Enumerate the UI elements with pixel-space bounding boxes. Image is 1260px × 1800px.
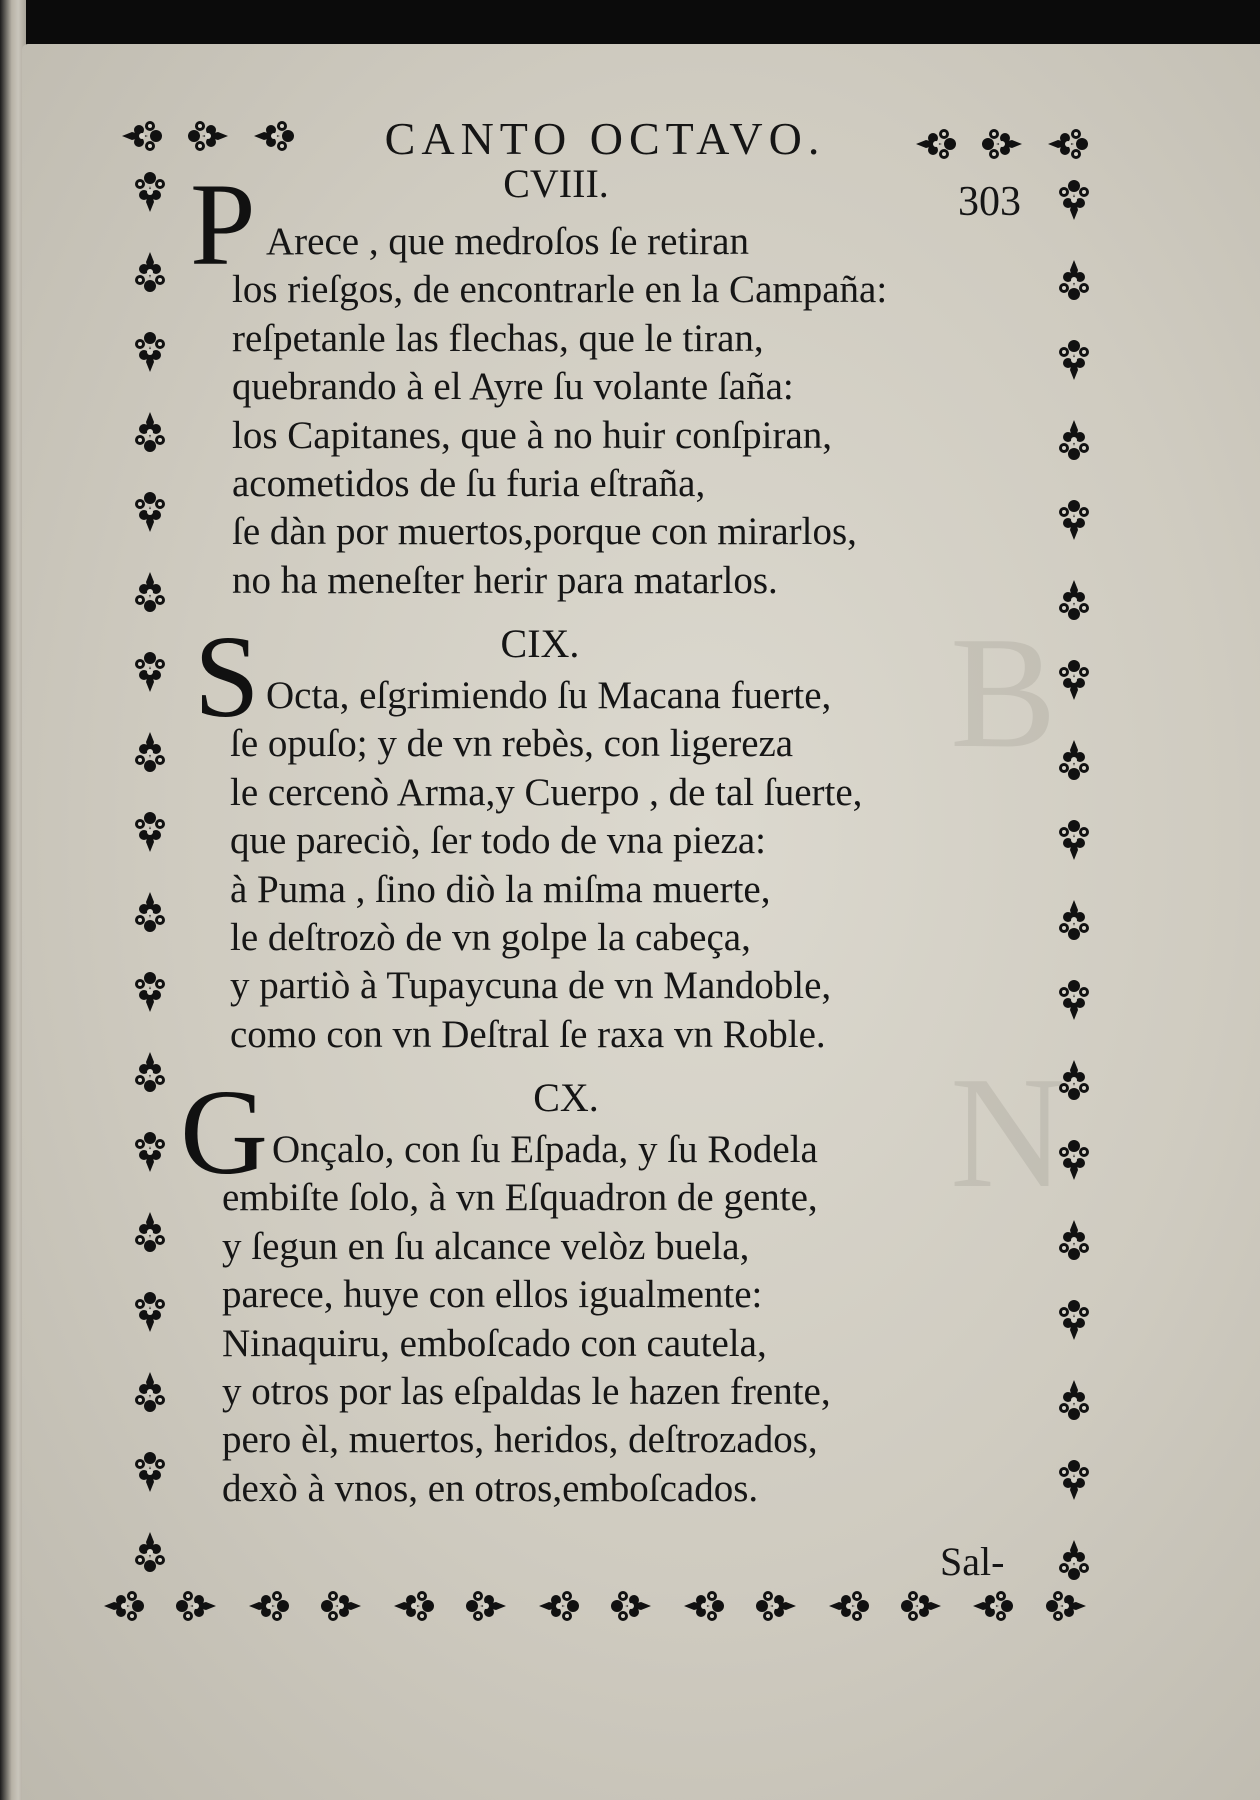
fleuron-icon	[912, 120, 960, 168]
fleuron-icon	[100, 1582, 148, 1630]
stanza-number: CX.	[533, 1075, 599, 1120]
fleuron-icon	[1050, 496, 1098, 544]
catchword: Sal-	[940, 1539, 1005, 1584]
fleuron-icon	[126, 1448, 174, 1496]
fleuron-icon	[126, 648, 174, 696]
fleuron-icon	[1050, 816, 1098, 864]
fleuron-icon	[126, 328, 174, 376]
verse-line: dexò à vnos, en otros,emboſcados.	[222, 1466, 759, 1510]
verse-line: ſe dàn por muertos,porque con mirarlos,	[232, 510, 857, 554]
fleuron-icon	[1050, 1376, 1098, 1424]
verse-line: embiſte ſolo, à vn Eſquadron de gente,	[222, 1176, 818, 1220]
fleuron-icon	[1050, 976, 1098, 1024]
fleuron-icon	[184, 112, 232, 160]
top-border-right	[912, 120, 1092, 168]
fleuron-icon	[126, 1208, 174, 1256]
verse-line: Octa, eſgrimiendo ſu Macana fuerte,	[266, 674, 832, 717]
fleuron-icon	[118, 112, 166, 160]
stanza-verses	[222, 1126, 831, 1513]
fleuron-icon	[607, 1582, 655, 1630]
verse-line: como con vn Deſtral ſe raxa vn Roble.	[230, 1012, 826, 1056]
fleuron-icon	[126, 968, 174, 1016]
fleuron-icon	[126, 568, 174, 616]
fleuron-icon	[172, 1582, 220, 1630]
fleuron-icon	[462, 1582, 510, 1630]
fleuron-icon	[1050, 416, 1098, 464]
show-through-b: B	[950, 603, 1057, 781]
verse-line: Arece , que medroſos ſe retiran	[266, 220, 749, 263]
fleuron-icon	[752, 1582, 800, 1630]
stanza-verses	[232, 218, 887, 605]
drop-cap: S	[194, 611, 260, 742]
verse-line: ſe opuſo; y de vn rebès, con ligereza	[230, 722, 794, 766]
stanza-verses	[230, 672, 862, 1059]
fleuron-icon	[126, 488, 174, 536]
fleuron-icon	[1050, 336, 1098, 384]
verse-line: le cercenò Arma,y Cuerpo , de tal ſuerte,	[230, 770, 863, 814]
left-border	[126, 168, 174, 1576]
fleuron-icon	[1050, 736, 1098, 784]
fleuron-icon	[1050, 1056, 1098, 1104]
fleuron-icon	[1050, 896, 1098, 944]
verse-line: los rieſgos, de encontrarle en la Campaña:	[232, 268, 888, 312]
fleuron-icon	[897, 1582, 945, 1630]
fleuron-icon	[250, 112, 298, 160]
fleuron-icon	[126, 248, 174, 296]
fleuron-icon	[1050, 1536, 1098, 1584]
stanza-number: CVIII.	[503, 161, 609, 206]
fleuron-icon	[1044, 120, 1092, 168]
fleuron-icon	[126, 168, 174, 216]
fleuron-icon	[126, 808, 174, 856]
fleuron-icon	[1050, 256, 1098, 304]
verse-line: le deſtrozò de vn golpe la cabeça,	[230, 916, 751, 960]
verse-line: y otros por las eſpaldas le hazen frente,	[222, 1370, 831, 1414]
fleuron-icon	[390, 1582, 438, 1630]
fleuron-icon	[969, 1582, 1017, 1630]
fleuron-icon	[1050, 576, 1098, 624]
fleuron-icon	[535, 1582, 583, 1630]
fleuron-icon	[1050, 1296, 1098, 1344]
verse-line: los Capitanes, que à no huir conſpiran,	[232, 413, 833, 457]
verse-line: à Puma , ſino diò la miſma muerte,	[230, 867, 771, 911]
top-border-left	[118, 112, 298, 160]
fleuron-icon	[126, 1128, 174, 1176]
fleuron-icon	[1050, 1136, 1098, 1184]
fleuron-icon	[1050, 656, 1098, 704]
fleuron-icon	[978, 120, 1026, 168]
verse-line: que pareciò, ſer todo de vna pieza:	[230, 819, 767, 863]
verse-line: y ſegun en ſu alcance velòz buela,	[222, 1224, 750, 1268]
verse-line: parece, huye con ellos igualmente:	[222, 1273, 763, 1317]
verse-line: quebrando à el Ayre ſu volante ſaña:	[232, 365, 794, 409]
drop-cap: P	[190, 159, 256, 290]
fleuron-icon	[126, 888, 174, 936]
stanza-number: CIX.	[500, 621, 580, 666]
fleuron-icon	[126, 408, 174, 456]
fleuron-icon	[126, 1368, 174, 1416]
verse-line: Onçalo, con ſu Eſpada, y ſu Rodela	[272, 1128, 818, 1171]
page-number: 303	[958, 179, 1021, 225]
verse-line: reſpetanle las flechas, que le tiran,	[232, 316, 764, 360]
bottom-border	[100, 1582, 1090, 1630]
drop-cap: G	[180, 1065, 269, 1200]
verse-line: y partiò à Tupaycuna de vn Mandoble,	[230, 964, 832, 1008]
fleuron-icon	[126, 728, 174, 776]
fleuron-icon	[1050, 176, 1098, 224]
fleuron-icon	[126, 1048, 174, 1096]
fleuron-icon	[1042, 1582, 1090, 1630]
running-title: CANTO OCTAVO.	[384, 113, 826, 164]
fleuron-icon	[1050, 1216, 1098, 1264]
fleuron-icon	[317, 1582, 365, 1630]
fleuron-icon	[680, 1582, 728, 1630]
verse-line: pero èl, muertos, heridos, deſtrozados,	[222, 1418, 818, 1462]
verse-line: no ha meneſter herir para matarlos.	[232, 558, 778, 602]
fleuron-icon	[825, 1582, 873, 1630]
fleuron-icon	[1050, 1456, 1098, 1504]
verse-line: acometidos de ſu furia eſtraña,	[232, 462, 706, 506]
right-border	[1050, 176, 1098, 1584]
show-through-n: N	[950, 1043, 1066, 1221]
verse-line: Ninaquiru, emboſcado con cautela,	[222, 1321, 767, 1365]
fleuron-icon	[126, 1288, 174, 1336]
fleuron-icon	[126, 1528, 174, 1576]
fleuron-icon	[245, 1582, 293, 1630]
